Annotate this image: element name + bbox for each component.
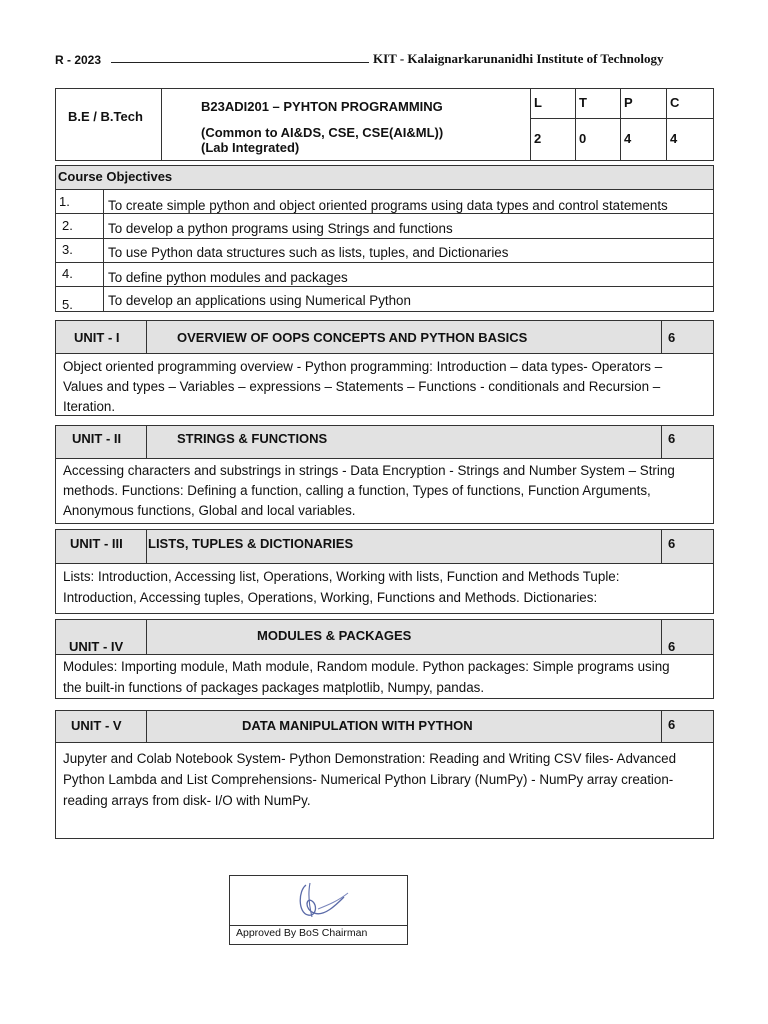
- unit-header: [55, 425, 714, 459]
- signature-rule: [230, 925, 407, 926]
- credit-value-t: 0: [579, 131, 587, 146]
- unit-label: UNIT - II: [72, 431, 122, 446]
- unit-label: UNIT - III: [70, 536, 123, 551]
- credit-value-c: 4: [670, 131, 678, 146]
- objectives-title: Course Objectives: [58, 169, 173, 184]
- objective-number: 2.: [62, 218, 73, 233]
- unit-title: DATA MANIPULATION WITH PYTHON: [242, 718, 473, 733]
- credit-header-l: L: [534, 95, 542, 110]
- credit-header-c: C: [670, 95, 680, 110]
- unit-hours: 6: [668, 639, 676, 654]
- objective-number: 3.: [62, 242, 73, 257]
- credit-value-l: 2: [534, 131, 542, 146]
- credit-header-p: P: [624, 95, 633, 110]
- signature-mark: [292, 879, 352, 923]
- unit-hours: 6: [668, 330, 676, 345]
- objective-text: To use Python data structures such as lists, tuples, and Dictionaries: [108, 245, 509, 260]
- unit-hours: 6: [668, 717, 676, 732]
- objective-text: To develop a python programs using Strings and functions: [108, 221, 453, 236]
- unit-label: UNIT - IV: [69, 639, 124, 654]
- objective-text: To create simple python and object oriented programs using data types and control statements: [108, 198, 668, 213]
- objective-number: 4.: [62, 266, 73, 281]
- unit-description: Accessing characters and substrings in strings - Data Encryption - Strings and Number System – String methods. Functions: Defining a function, calling a function, Types of functions, Function Arguments, Anonymous functions, Global and local variables.: [63, 463, 675, 518]
- course-code-title: B23ADI201 – PYHTON PROGRAMMING: [201, 99, 443, 114]
- unit-title: OVERVIEW OF OOPS CONCEPTS AND PYTHON BASICS: [177, 330, 528, 345]
- credit-value-p: 4: [624, 131, 632, 146]
- course-common-to: (Common to AI&DS, CSE, CSE(AI&ML)): [201, 125, 444, 140]
- unit-description: Object oriented programming overview - Python programming: Introduction – data types- Operators – Values and types – Variables – expressions – Statements – Functions - conditionals and Recursion – Iteration.: [63, 359, 663, 414]
- unit-description: Modules: Importing module, Math module, Random module. Python packages: Simple programs using the built-in functions of packages packages matplotlib, Numpy, pandas.: [63, 659, 670, 695]
- regulation-label: R - 2023: [55, 53, 102, 67]
- approval-label: Approved By BoS Chairman: [236, 927, 368, 939]
- unit-hours: 6: [668, 536, 676, 551]
- unit-description: Lists: Introduction, Accessing list, Operations, Working with lists, Function and Methods Tuple: Introduction, Accessing tuples, Operations, Working, Functions and Methods. Dictionaries:: [63, 569, 620, 605]
- institute-name: KIT - Kalaignarkarunanidhi Institute of Technology: [373, 51, 664, 66]
- objective-number: 5.: [62, 297, 73, 312]
- approval-box: [229, 875, 408, 945]
- header-rule: [111, 62, 369, 63]
- objective-text: To develop an applications using Numerical Python: [108, 293, 411, 308]
- objective-text: To define python modules and packages: [108, 270, 348, 285]
- unit-label: UNIT - V: [71, 718, 122, 733]
- unit-title: MODULES & PACKAGES: [257, 628, 412, 643]
- unit-description: Jupyter and Colab Notebook System- Python Demonstration: Reading and Writing CSV files- Advanced Python Lambda and List Comprehensions- Numerical Python Library (NumPy) - NumPy array creation- reading arrays from disk- I/O with NumPy.: [63, 751, 677, 808]
- unit-title: STRINGS & FUNCTIONS: [177, 431, 328, 446]
- course-type: (Lab Integrated): [201, 140, 300, 155]
- degree-label: B.E / B.Tech: [68, 109, 143, 124]
- unit-hours: 6: [668, 431, 676, 446]
- credit-header-t: T: [579, 95, 587, 110]
- unit-title: LISTS, TUPLES & DICTIONARIES: [148, 536, 354, 551]
- objective-number: 1.: [59, 194, 70, 209]
- unit-label: UNIT - I: [74, 330, 120, 345]
